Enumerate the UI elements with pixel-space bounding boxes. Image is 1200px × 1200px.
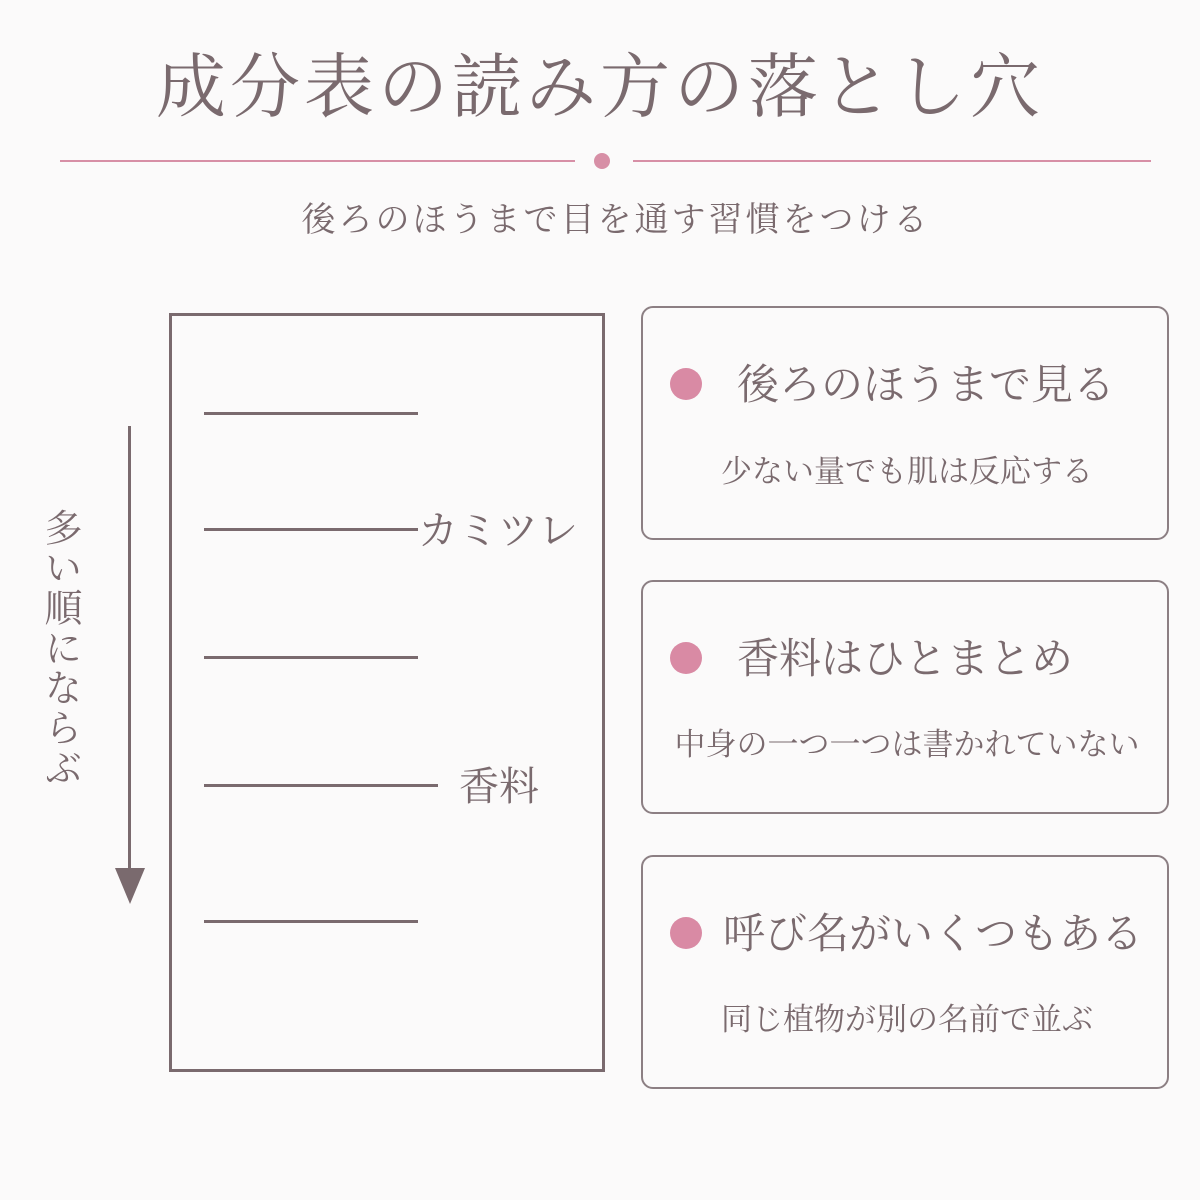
- tip-card-heading: 香料はひとまとめ: [737, 634, 1074, 683]
- ingredient-list-document: [169, 313, 605, 1072]
- tip-card-1: [641, 306, 1169, 540]
- order-arrow-shaft: [128, 426, 131, 876]
- arrow-down-icon: [115, 868, 145, 904]
- ingredient-line-4: [204, 784, 438, 787]
- ingredient-line-3: [204, 656, 418, 659]
- ingredient-line-5: [204, 920, 418, 923]
- title-divider-right: [633, 160, 1151, 162]
- bullet-dot-icon: [670, 368, 702, 400]
- ingredient-label-chamomile: カミツレ: [418, 508, 578, 554]
- ingredient-line-2: [204, 528, 418, 531]
- order-label: 多い順にならぶ: [38, 508, 82, 788]
- tip-card-heading: 後ろのほうまで見る: [737, 360, 1116, 409]
- subtitle: 後ろのほうまで目を通す習慣をつける: [301, 200, 931, 240]
- tip-card-body: 同じ植物が別の名前で並ぶ: [721, 1002, 1093, 1038]
- page-title: 成分表の読み方の落とし穴: [156, 46, 1044, 128]
- tip-card-2: [641, 580, 1169, 814]
- title-divider-left: [60, 160, 575, 162]
- tip-card-3: [641, 855, 1169, 1089]
- tip-card-body: 中身の一つ一つは書かれていない: [674, 727, 1140, 763]
- bullet-dot-icon: [670, 917, 702, 949]
- ingredient-label-fragrance: 香料: [459, 764, 539, 810]
- ingredient-line-1: [204, 412, 418, 415]
- title-divider-dot: [594, 153, 610, 169]
- tip-card-body: 少ない量でも肌は反応する: [721, 454, 1093, 490]
- bullet-dot-icon: [670, 642, 702, 674]
- tip-card-heading: 呼び名がいくつもある: [723, 909, 1144, 958]
